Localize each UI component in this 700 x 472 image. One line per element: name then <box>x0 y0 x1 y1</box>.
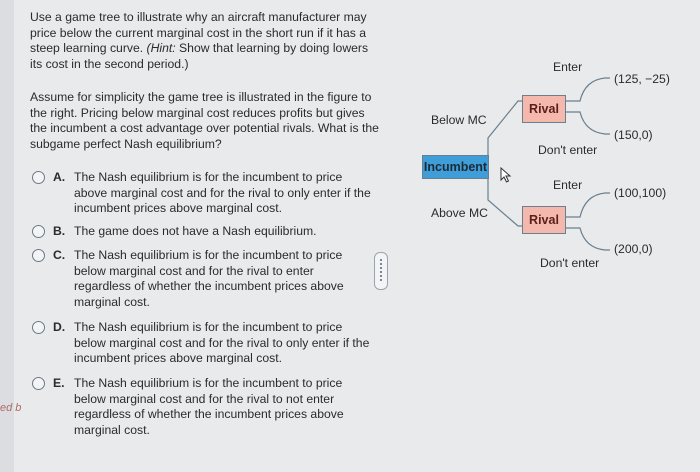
choice-letter: C. <box>53 248 66 262</box>
mouse-pointer-icon <box>500 167 512 183</box>
branch-enter-bottom <box>563 193 610 217</box>
label-enter-bottom: Enter <box>553 178 583 192</box>
label-above-mc: Above MC <box>431 206 488 220</box>
label-below-mc: Below MC <box>431 113 487 127</box>
prompt-text: Use a game tree to illustrate why an aircraft manufacturer may price below the current marginal cost in the short run if it has a steep learning curve. <box>30 10 367 55</box>
edge-text-fragment: ed b <box>0 402 22 414</box>
branch-dont-enter-bottom <box>563 228 610 250</box>
question-panel <box>14 0 386 472</box>
radio-button-d[interactable] <box>32 321 45 334</box>
hint-text: Show that learning by doing lowers its cost in the second period.) <box>30 41 369 71</box>
panel-splitter-handle[interactable] <box>374 252 388 290</box>
question-context: Assume for simplicity the game tree is illustrated in the figure to the right. Pricing below marginal cost reduces profits but gives the incumbent a cost advantage over potential rivals. What is the subgame perfect Nash equilibrium? <box>30 90 379 151</box>
label-dont-enter-top: Don't enter <box>538 143 598 157</box>
payoff-enter-above: (100,100) <box>614 186 667 200</box>
grip-dots-icon <box>380 259 382 283</box>
rival-node-top: Rival <box>522 95 566 123</box>
branch-below-mc <box>488 101 522 160</box>
payoff-dont-enter-above: (200,0) <box>614 242 653 256</box>
game-tree-diagram <box>400 0 700 472</box>
label-enter-top: Enter <box>553 60 583 74</box>
payoff-enter-below: (125, −25) <box>614 72 670 86</box>
rival-node-bottom: Rival <box>522 206 566 234</box>
radio-button-e[interactable] <box>32 377 45 390</box>
radio-button-a[interactable] <box>32 171 45 184</box>
branch-dont-enter-top <box>563 112 610 134</box>
payoff-dont-enter-below: (150,0) <box>614 128 653 142</box>
choice-letter: A. <box>53 170 66 184</box>
choice-text: The Nash equilibrium is for the incumbent to price below marginal cost and for the rival to not enter regardless of whether the incumbent prices above marginal cost. <box>74 376 344 437</box>
choice-letter: D. <box>53 320 66 334</box>
choice-letter: B. <box>53 224 66 238</box>
incumbent-node: Incumbent <box>422 155 489 179</box>
radio-button-b[interactable] <box>32 225 45 238</box>
hint-label: (Hint: <box>146 41 176 55</box>
choice-text: The game does not have a Nash equilibrium. <box>74 224 317 238</box>
label-dont-enter-bottom: Don't enter <box>540 256 600 270</box>
choice-letter: E. <box>53 376 65 390</box>
choice-text: The Nash equilibrium is for the incumbent to price above marginal cost and for the rival to only enter if the incumbent prices above marginal cost. <box>74 170 371 215</box>
branch-enter-top <box>563 78 610 101</box>
choice-text: The Nash equilibrium is for the incumbent to price below marginal cost and for the rival to only enter if the incumbent prices above marginal cost. <box>74 320 370 365</box>
choice-text: The Nash equilibrium is for the incumbent to price below marginal cost and for the rival to enter regardless of whether the incumbent prices above marginal cost. <box>74 248 344 309</box>
radio-button-c[interactable] <box>32 249 45 262</box>
question-prompt <box>30 10 380 72</box>
